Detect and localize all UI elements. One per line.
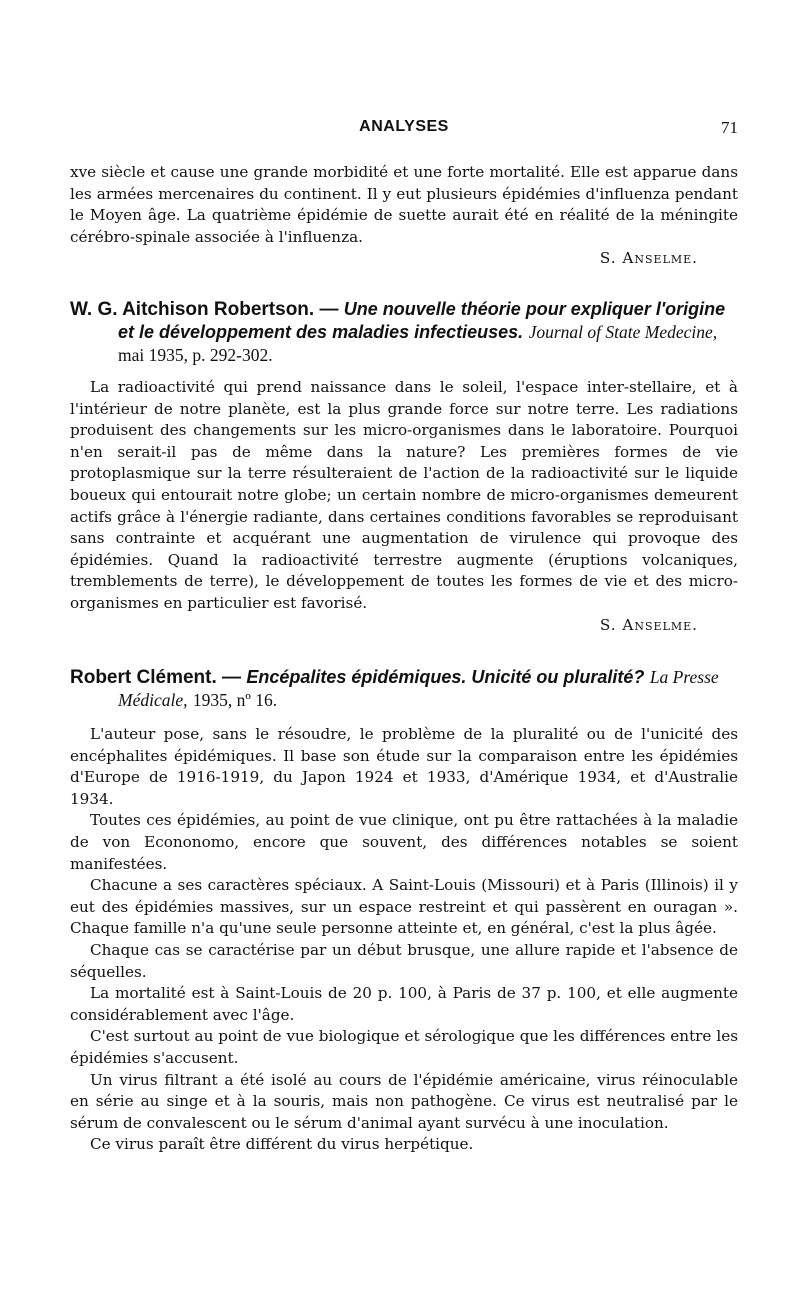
entry2-paragraph: Ce virus paraît être différent du virus herpétique. bbox=[90, 1135, 474, 1154]
entry1-journal: Journal of State Medecine, bbox=[528, 321, 718, 342]
entry1-title: Une nouvelle théorie pour expliquer l'origine et le développement des maladies infectieuses. bbox=[118, 298, 726, 342]
running-head: ANALYSES bbox=[359, 118, 449, 135]
entry2-paragraph: Chacune a ses caractères spéciaux. A Saint-Louis (Missouri) et à Paris (Illinois) il y eut des épidémies massives, sur un espace restreint et qui passèrent en ouragan ». Chaque famille n'a qu'une seule personne atteinte et, en général, c'est la plus âgée. bbox=[70, 876, 738, 938]
page-header bbox=[70, 118, 738, 142]
entry2-author: Robert Clément. bbox=[70, 667, 217, 689]
entry1-author: W. G. Aitchison Robertson. bbox=[70, 298, 315, 320]
entry1-reference: mai 1935, p. 292-302. bbox=[118, 344, 273, 365]
entry1-dash: — bbox=[314, 298, 344, 320]
entry2-paragraph: Toutes ces épidémies, au point de vue clinique, ont pu être rattachées à la maladie de von Econonomo, encore que souvent, des différences notables se soient manifestées. bbox=[70, 811, 738, 873]
entry2-title: Encépalites épidémiques. Unicité ou pluralité? bbox=[246, 667, 645, 688]
entry2-journal: La Presse Médicale, bbox=[118, 667, 719, 711]
entry1-heading bbox=[70, 298, 738, 367]
entry2-paragraph: L'auteur pose, sans le résoudre, le problème de la pluralité ou de l'unicité des encéphalites épidémiques. Il base son étude sur la comparaison entre les épidémies d'Europe de 1916-1919, du Japon 1924 et 1933, d'Amérique 1934, et d'Australie 1934. bbox=[70, 725, 738, 808]
entry2-paragraph: Chaque cas se caractérise par un début brusque, une allure rapide et l'absence de séquelles. bbox=[70, 941, 738, 981]
entry2-reference: 1935, nº 16. bbox=[192, 690, 278, 711]
entry2-paragraph: Un virus filtrant a été isolé au cours de l'épidémie américaine, virus réinoculable en série au singe et à la souris, mais non pathogène. Ce virus est neutralisé par le sérum de convalescent ou le sérum d'animal ayant survécu à une inoculation. bbox=[70, 1070, 738, 1132]
continuation-paragraph: xve siècle et cause une grande morbidité et une forte mortalité. Elle est apparue dans les armées mercenaires du continent. Il y eut plusieurs épidémies d'influenza pendant le Moyen âge. La quatrième épidémie de suette aurait été en réalité de la méningite cérébro-spinale associée à l'influenza. bbox=[70, 163, 738, 246]
entry1-signature: S. Anselme. bbox=[599, 615, 698, 634]
entry2-dash: — bbox=[216, 667, 247, 689]
page-number: 71 bbox=[721, 118, 738, 137]
entry2-paragraph: La mortalité est à Saint-Louis de 20 p. 100, à Paris de 37 p. 100, et elle augmente considérablement avec l'âge. bbox=[70, 984, 738, 1024]
entry1-paragraph: La radioactivité qui prend naissance dans le soleil, l'espace inter-stellaire, et à l'intérieur de notre planète, est la plus grande force sur notre terre. Les radiations produisent des changements sur les micro-organismes dans le laboratoire. Pourquoi n'en serait-il pas de même dans la nature? Les premières formes de vie protoplasmique sur la terre résulteraient de l'action de la radioactivité sur le liquide boueux qui entourait notre globe; un certain nombre de micro-organismes demeurent actifs grâce à l'énergie radiante, dans certaines conditions favorables se reproduisant sans contrainte et acquérant une augmentation de virulence qui provoque des épidémies. Quand la radioactivité terrestre augmente (éruptions volcaniques, tremblements de terre), le développement de toutes les formes de vie et des micro-organismes en particulier est favorisé. bbox=[70, 377, 738, 612]
continuation-signature: S. Anselme. bbox=[599, 249, 698, 268]
entry2-heading bbox=[70, 666, 738, 712]
page-body bbox=[70, 162, 738, 1156]
entry2-paragraph: C'est surtout au point de vue biologique et sérologique que les différences entre les épidémies s'accusent. bbox=[70, 1027, 738, 1067]
